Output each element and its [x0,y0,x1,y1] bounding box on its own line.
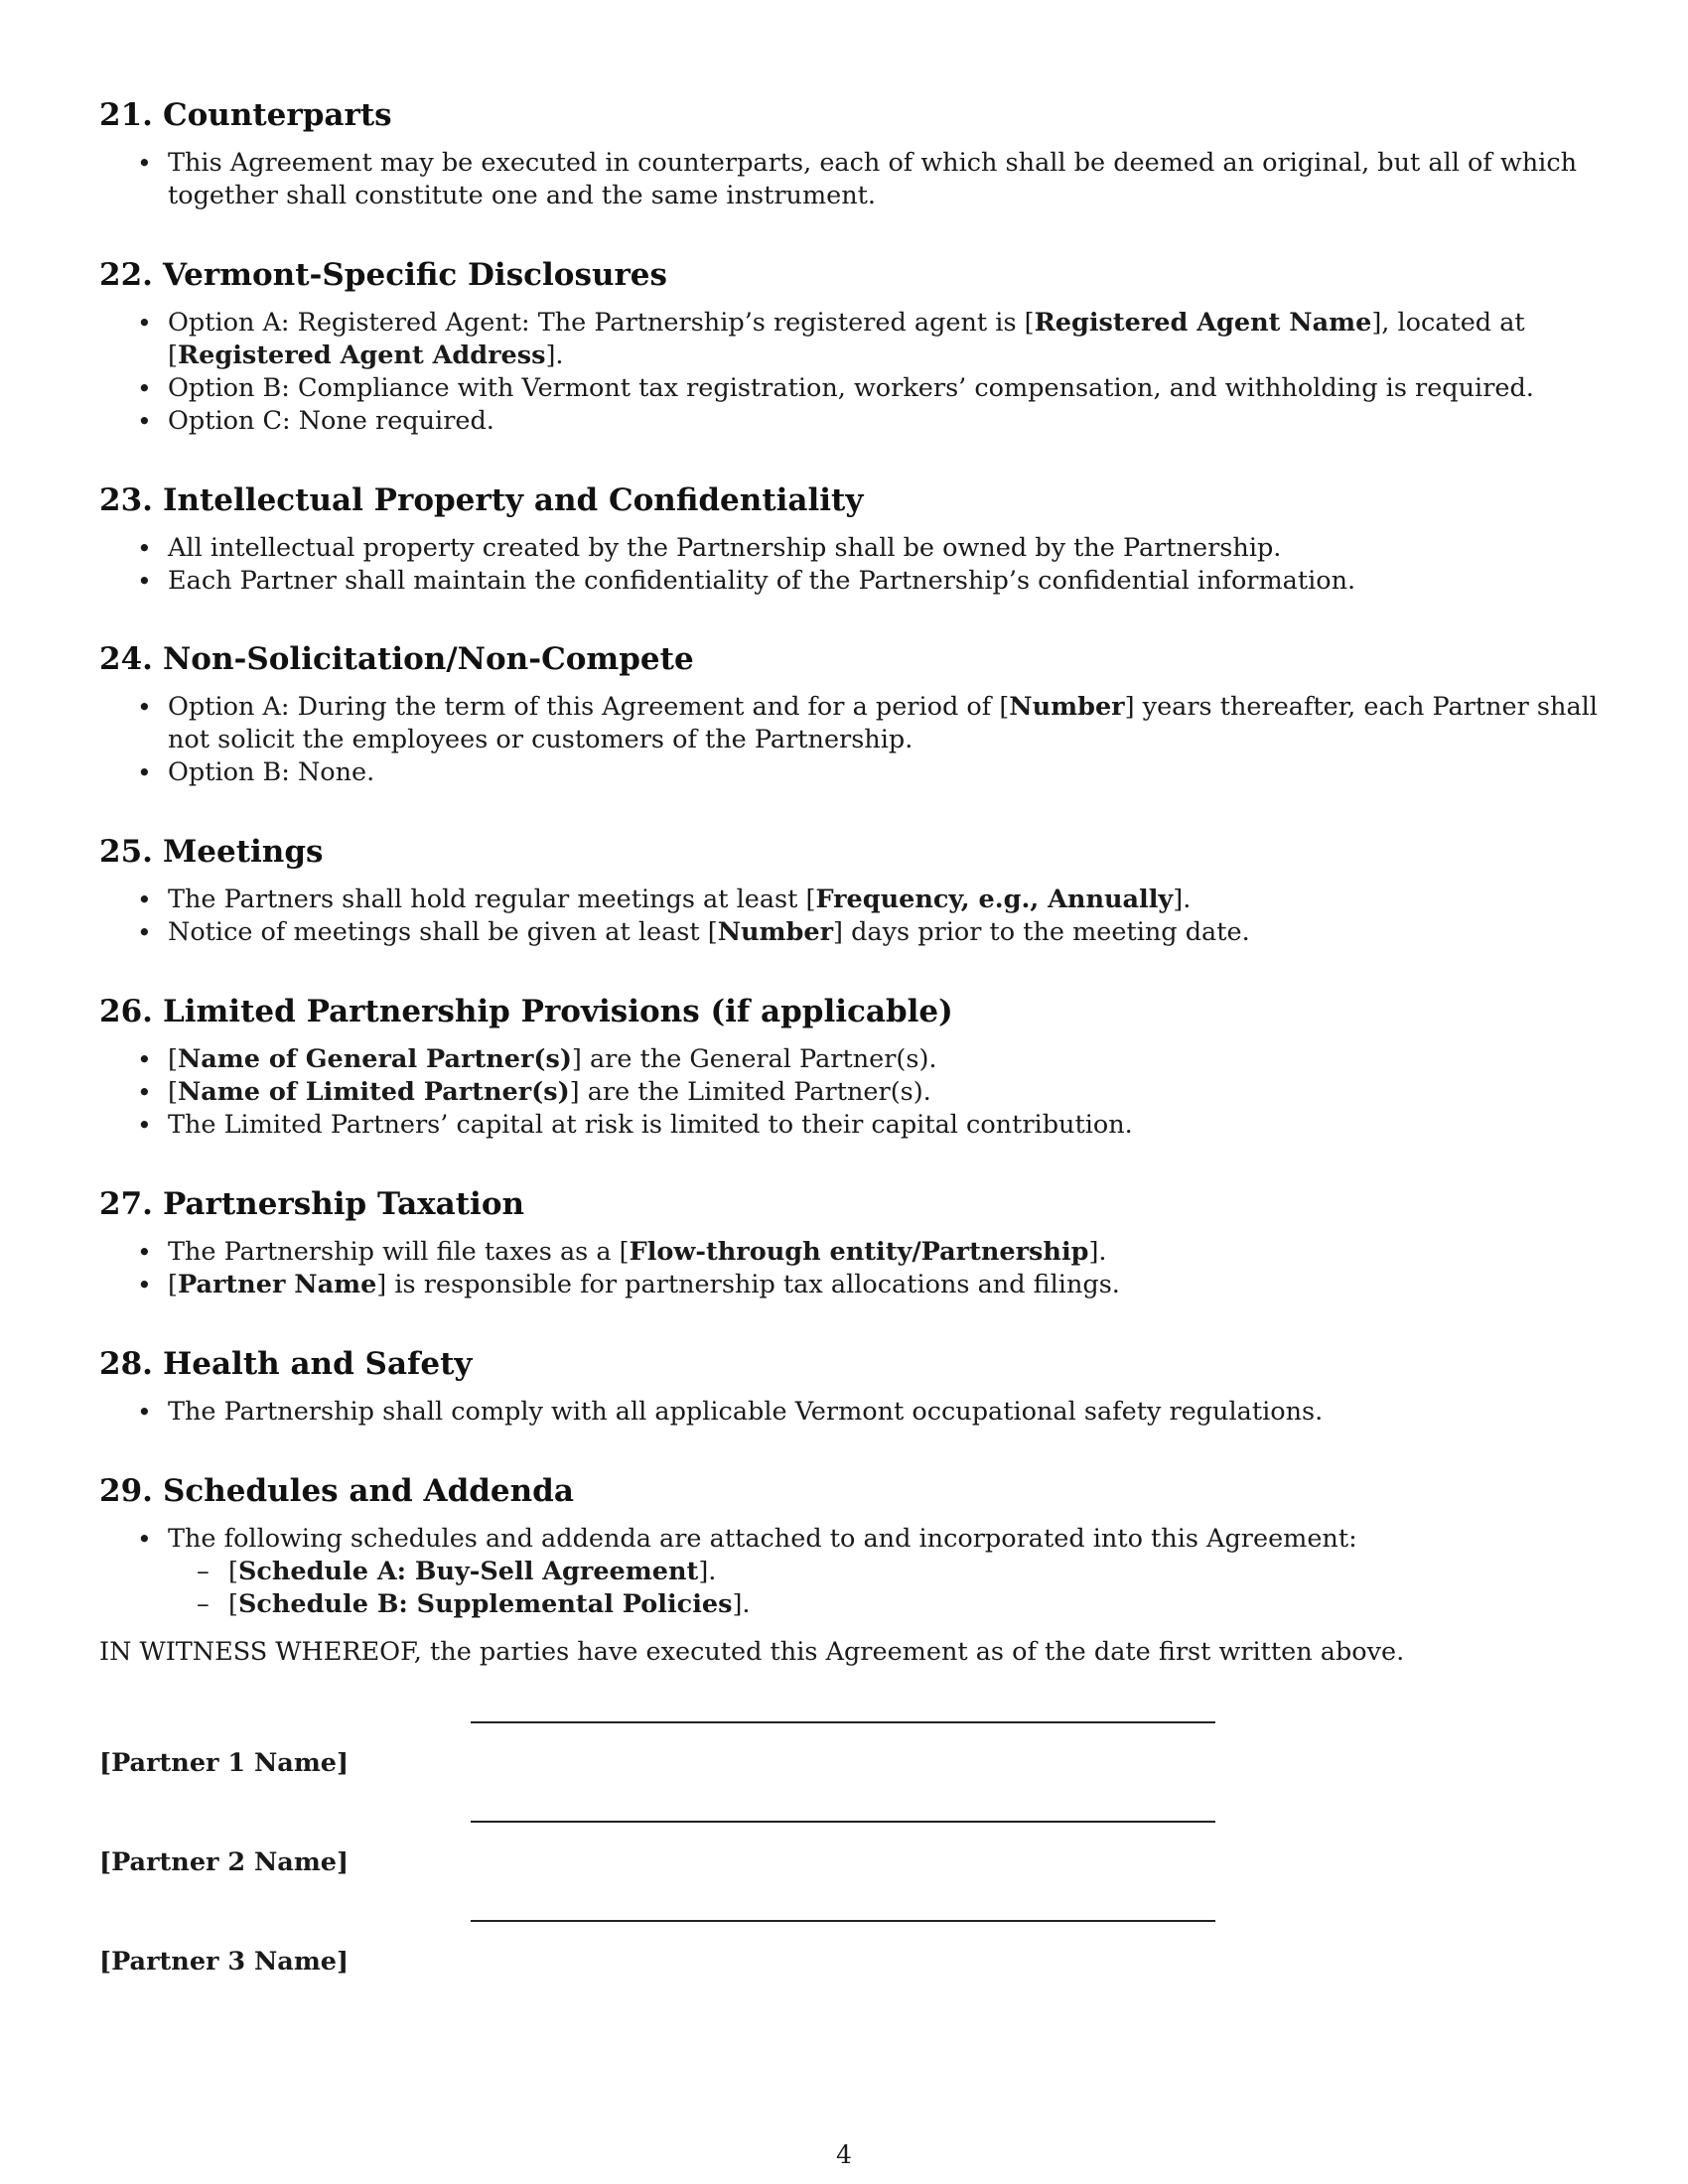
section-number: 26. [99,994,153,1029]
section-24 [99,639,1599,789]
section-heading [99,1184,1599,1224]
placeholder-field: Registered Agent Name [1034,308,1372,338]
section-number: 25. [99,834,153,870]
section-heading [99,832,1599,872]
section-heading [99,480,1599,520]
list-item: • The Partners shall hold regular meetings at least [Frequency, e.g., Annually]. [99,884,1599,916]
placeholder-field: Name of General Partner(s) [177,1044,572,1074]
section-title: Vermont-Specific Disclosures [162,257,667,293]
list-item: • Notice of meetings shall be given at least [Number] days prior to the meeting date. [99,916,1599,949]
section-title: Partnership Taxation [162,1186,525,1222]
section-title: Intellectual Property and Confidentiality [162,482,864,518]
sub-list [168,1556,1599,1621]
list-item: • The Limited Partners’ capital at risk is limited to their capital contribution. [99,1109,1599,1142]
placeholder-field: Frequency, e.g., Annually [815,885,1174,914]
section-heading [99,1344,1599,1384]
list-item: • Option A: Registered Agent: The Partnership’s registered agent is [Registered Agent Name], located at [Registered Agent Address]. [99,307,1599,372]
bullet-list [99,1396,1599,1429]
bullet-list [99,1043,1599,1142]
list-item: • Option B: Compliance with Vermont tax registration, workers’ compensation, and withholding is required. [99,372,1599,405]
sub-list-item: – [Schedule B: Supplemental Policies]. [168,1588,1599,1621]
section-heading [99,639,1599,679]
placeholder-field: Number [717,917,834,947]
list-item: • This Agreement may be executed in counterparts, each of which shall be deemed an original, but all of which together shall constitute one and the same instrument. [99,147,1599,212]
placeholder-field: Registered Agent Address [177,341,546,370]
signature-line[interactable] [471,1721,1215,1723]
signature-name-partner-1: [Partner 1 Name] [99,1748,350,1778]
bullet-list [99,147,1599,212]
bullet-list [99,532,1599,598]
section-title: Counterparts [162,97,392,133]
bullet-list [99,691,1599,789]
list-item: • [Name of General Partner(s)] are the General Partner(s). [99,1043,1599,1076]
section-number: 24. [99,641,153,677]
section-number: 23. [99,482,153,518]
section-title: Non-Solicitation/Non-Compete [162,641,694,677]
sub-list-item: – [Schedule A: Buy-Sell Agreement]. [168,1556,1599,1588]
placeholder-field: Schedule A: Buy-Sell Agreement [237,1557,699,1586]
section-number: 29. [99,1473,153,1509]
section-title: Meetings [162,834,324,870]
list-item: • [Partner Name] is responsible for partnership tax allocations and filings. [99,1269,1599,1301]
section-29 [99,1471,1599,1621]
list-item: • The Partnership shall comply with all applicable Vermont occupational safety regulations. [99,1396,1599,1429]
list-item: • Each Partner shall maintain the confidentiality of the Partnership’s confidential information. [99,565,1599,598]
section-22 [99,255,1599,438]
witness-clause: IN WITNESS WHEREOF, the parties have executed this Agreement as of the date first written above. [99,1637,1405,1667]
section-heading [99,992,1599,1031]
signature-line[interactable] [471,1920,1215,1922]
list-item: • The Partnership will file taxes as a [Flow-through entity/Partnership]. [99,1236,1599,1269]
section-27 [99,1184,1599,1301]
section-heading [99,95,1599,135]
list-item: • Option B: None. [99,756,1599,789]
signature-line[interactable] [471,1821,1215,1823]
section-21 [99,95,1599,212]
placeholder-field: Schedule B: Supplemental Policies [237,1589,733,1619]
list-item: • Option A: During the term of this Agreement and for a period of [Number] years thereafter, each Partner shall not solicit the employees or customers of the Partnership. [99,691,1599,756]
list-item: • All intellectual property created by the Partnership shall be owned by the Partnership. [99,532,1599,565]
section-23 [99,480,1599,598]
list-item [99,1523,1599,1621]
placeholder-field: Flow-through entity/Partnership [629,1237,1089,1267]
section-heading [99,255,1599,295]
section-number: 21. [99,97,153,133]
list-item: • Option C: None required. [99,405,1599,438]
signature-name-partner-2: [Partner 2 Name] [99,1847,350,1877]
section-26 [99,992,1599,1142]
section-title: Schedules and Addenda [162,1473,574,1509]
page-number: 4 [836,2140,852,2169]
section-number: 22. [99,257,153,293]
section-title: Health and Safety [162,1346,473,1382]
placeholder-field: Partner Name [177,1270,377,1299]
bullet-list [99,1523,1599,1621]
bullet-list [99,1236,1599,1301]
section-heading [99,1471,1599,1511]
section-28 [99,1344,1599,1429]
placeholder-field: Number [1009,692,1125,722]
list-item: • [Name of Limited Partner(s)] are the Limited Partner(s). [99,1076,1599,1109]
signature-name-partner-3: [Partner 3 Name] [99,1947,350,1977]
section-title: Limited Partnership Provisions (if applicable) [162,994,953,1029]
placeholder-field: Name of Limited Partner(s) [177,1077,570,1107]
bullet-list [99,307,1599,438]
section-25 [99,832,1599,949]
list-item-text: The following schedules and addenda are attached to and incorporated into this Agreement: [168,1524,1357,1554]
section-number: 27. [99,1186,153,1222]
bullet-list [99,884,1599,949]
section-number: 28. [99,1346,153,1382]
